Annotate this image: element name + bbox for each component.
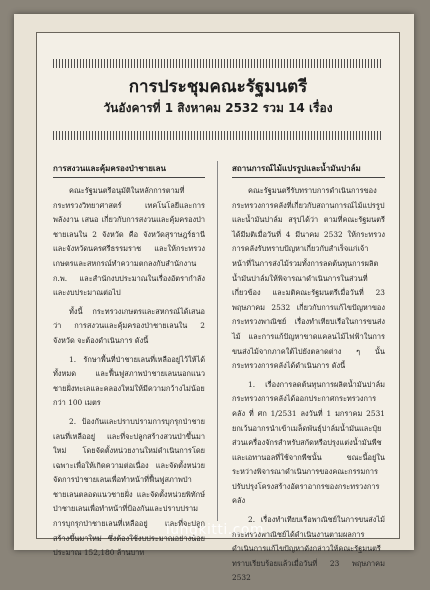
paper-sheet — [14, 14, 414, 583]
left-paragraph: คณะรัฐมนตรีอนุมัติในหลักการตามที่กระทรวงวิทยาศาสตร์ เทคโนโลยีและการพลังงาน เสนอ เกี่ยวกับการสงวนและคุ้มครองป่าชายเลนใน 2 จังหวัด คือ จังหวัดสุราษฎร์ธานี และจังหวัดนครศรีธรรมราช และให้กระทรวงเกษตรและสหกรณ์ทำความตกลงกับสำนักงาน ก.พ. และสำนักงบประมาณในเรื่องอัตรากำลังและงบประมาณต่อไป — [53, 186, 205, 298]
left-column-heading: การสงวนและคุ้มครองป่าชายเลน — [53, 163, 205, 178]
right-paragraph: 1. เรื่องการลดต้นทุนการผลิตน้ำมันปาล์ม กระทรวงการคลังได้ออกประกาศกระทรวงการคลัง ที่ ศก 1/2531 ลงวันที่ 1 มกราคม 2531 ยกเว้นอากรนำเข้าเมล็ดพันธุ์ปาล์มน้ำมันและปุ๋ย ส่วนเครื่องจักรสำหรับสกัดหรือปรุงแต่งน้ำมันพืชและเอทานอลที่ใช้จากพืชนั้น ขณะนี้อยู่ในระหว่างพิจารณาดำเนินการของคณะกรรมการปรับปรุงโครงสร้างอัตราอากรของกระทรวงการคลัง — [232, 379, 385, 506]
left-paragraph: ทั้งนี้ กระทรวงเกษตรและสหกรณ์ได้เสนอว่า การสงวนและคุ้มครองป่าชายเลนใน 2 จังหวัด จะต้องดำเนินการ ดังนี้ — [53, 306, 205, 345]
page-subtitle: วันอังคารที่ 1 สิงหาคม 2532 รวม 14 เรื่อง — [103, 101, 333, 115]
right-column-heading: สถานการณ์ไม้แปรรูปและน้ำมันปาล์ม — [232, 163, 385, 178]
left-column — [53, 163, 205, 565]
right-paragraph: 2. เรื่องทำเทียบเรือพาณิชย์ในการขนส่งไม้ กระทรวงพาณิชย์ได้ดำเนินงานตามผลการดำเนินการแก้ไขปัญหาดังกล่าวให้คณะรัฐมนตรีทราบเรียบร้อยแล้วเมื่อวันที่ 23 พฤษภาคม 2532 — [232, 515, 385, 583]
watermark: lungkitti.com — [165, 522, 265, 538]
header-band-top — [53, 59, 383, 68]
left-paragraph: 1. รักษาพื้นที่ป่าชายเลนที่เหลืออยู่ไว้ให้ได้ทั้งหมด และฟื้นฟูสภาพป่าชายเลนนอกแนวชายฝั่งทะเลและคลองใหม่ให้มีความกว้างไม่น้อยกว่า 100 เมตร — [53, 354, 205, 408]
page-title: การประชุมคณะรัฐมนตรี — [128, 77, 308, 97]
column-divider — [217, 161, 218, 521]
header-band-bottom — [53, 131, 383, 140]
left-paragraph: 2. ป้องกันและปราบปรามการบุกรุกป่าชายเลนที่เหลืออยู่ และที่จะปลูกสร้างสวนป่าขึ้นมาใหม่ โดยจัดตั้งหน่วยงานใหม่ดำเนินการโดยเฉพาะเพื่อให้เกิดความต่อเนื่อง และจัดตั้งหน่วยจัดการป่าชายเลนเพื่อทำหน้าที่ฟื้นฟูสภาพป่าชายเลนตลอดแนวชายฝั่ง และจัดตั้งหน่วยพิทักษ์ป่าชายเลนเพื่อทำหน้าที่ป้องกันและปราบปรามการบุกรุกป่าชายเลนที่เหลืออยู่ และที่จะปลูกสร้างขึ้นมาใหม่ ซึ่งต้องใช้งบประมาณอย่างน้อยประมาณ 152,180 ล้านบาท — [53, 416, 205, 558]
document-page — [36, 32, 400, 583]
right-paragraph: คณะรัฐมนตรีรับทราบการดำเนินการของกระทรวงการคลังที่เกี่ยวกับสถานการณ์ไม้แปรรูปและน้ำมันปาล์ม สรุปได้ว่า ตามที่คณะรัฐมนตรีได้มีมติเมื่อวันที่ 4 มีนาคม 2532 ให้กระทรวงการคลังรับทราบปัญหาเกี่ยวกับสำเร็จแก่เจ้าหน้าที่ในการส่งไม้รวมทั้งการลดต้นทุนการผลิตน้ำมันปาล์มให้พิจารณาดำเนินการในส่วนที่เกี่ยวข้อง และมติคณะรัฐมนตรีเมื่อวันที่ 23 พฤษภาคม 2532 เกี่ยวกับการแก้ไขปัญหาของกระทรวงพาณิชย์ เรื่องทำเทียบเรือในการขนส่งไม้ และการแก้ปัญหาขาดแคลนไม้ไฟฟ้าในการขนส่งไม้จากภาคใต้ไปยังตลาดต่าง ๆ นั้น กระทรวงการคลังได้ดำเนินการ ดังนี้ — [232, 186, 385, 371]
